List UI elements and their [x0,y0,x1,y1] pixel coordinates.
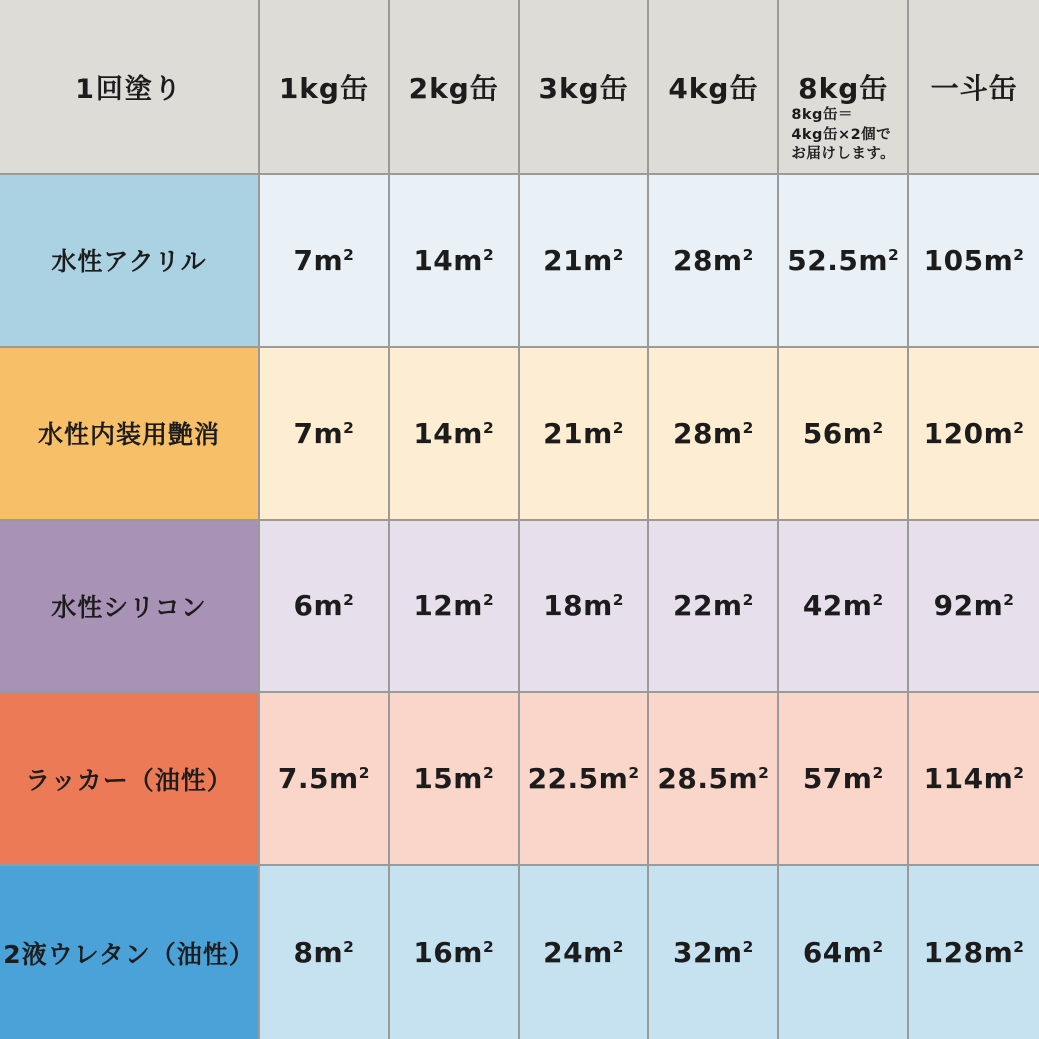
header-col-6kg-text: 一斗缶 [930,71,1018,105]
coverage-value-text: $7.5m^2$ [277,762,370,796]
coverage-value [909,348,1039,521]
coverage-value [649,348,779,521]
header-col-4kg [649,0,779,175]
square-meter-superscript: 2 [1013,938,1025,957]
square-meter-superscript: 2 [1013,245,1025,264]
square-meter-superscript: 2 [628,764,640,783]
square-meter-superscript: 2 [482,245,495,264]
coverage-value [649,175,779,348]
row-label-text: 水性アクリル [51,247,207,277]
coverage-value [649,521,779,694]
square-meter-superscript: 2 [343,245,355,264]
coverage-value [909,866,1039,1039]
header-first-coat-text: 1回塗り [75,74,183,105]
coverage-value-text: $42m^2$ [802,589,884,623]
coverage-value [779,866,909,1039]
row-label [0,521,260,694]
square-meter-superscript: 2 [612,938,624,957]
coverage-value [520,693,650,866]
row-label [0,866,260,1039]
square-meter-superscript: 2 [343,591,355,610]
coverage-value [260,866,390,1039]
square-meter-superscript: 2 [343,418,355,437]
coverage-value [390,521,520,694]
coverage-value [779,348,909,521]
coverage-value-text: $14m^2$ [413,416,495,450]
row-label-text: 2液ウレタン（油性） [3,939,255,969]
header-8kg-note-line: 8kg缶＝ [791,107,853,124]
coverage-value-text: $28.5m^2$ [657,762,770,796]
coverage-value-text: $64m^2$ [802,936,884,970]
header-col-6kg [909,0,1039,175]
coverage-value [520,521,650,694]
header-col-3kg-text: 3kg缶 [538,71,629,105]
coverage-value [779,521,909,694]
header-col-3kg [520,0,650,175]
coverage-value-text: $15m^2$ [413,762,495,796]
coverage-value-text: $22m^2$ [672,589,754,623]
square-meter-superscript: 2 [482,418,495,437]
square-meter-superscript: 2 [1003,591,1015,610]
square-meter-superscript: 2 [742,938,754,957]
square-meter-superscript: 2 [888,245,900,264]
header-first-coat [0,0,260,175]
coverage-value [390,348,520,521]
square-meter-superscript: 2 [1013,418,1025,437]
coverage-value [909,693,1039,866]
square-meter-superscript: 2 [612,418,624,437]
coverage-value-text: $105m^2$ [923,243,1025,277]
square-meter-superscript: 2 [482,764,495,783]
coverage-value-text: $21m^2$ [543,243,624,277]
coverage-value [649,693,779,866]
square-meter-superscript: 2 [482,591,495,610]
coverage-value-text: $92m^2$ [933,589,1015,623]
square-meter-superscript: 2 [358,764,370,783]
square-meter-superscript: 2 [872,764,884,783]
square-meter-superscript: 2 [612,591,624,610]
coverage-value [390,866,520,1039]
coverage-value-text: $12m^2$ [413,589,495,623]
square-meter-superscript: 2 [742,245,754,264]
header-col-1kg-text: 1kg缶 [278,71,369,105]
square-meter-superscript: 2 [872,418,884,437]
coverage-value-text: $32m^2$ [672,936,754,970]
coverage-value [260,348,390,521]
coverage-value-text: $6m^2$ [293,589,355,623]
header-8kg-note-line: 4kg缶×2個で [791,126,892,143]
coverage-value-text: $28m^2$ [672,243,754,277]
square-meter-superscript: 2 [612,245,624,264]
coverage-value [520,348,650,521]
row-label [0,348,260,521]
coverage-value-text: $24m^2$ [543,936,624,970]
coverage-value [260,521,390,694]
coverage-value-text: $28m^2$ [672,416,754,450]
square-meter-superscript: 2 [343,938,355,957]
coverage-value-text: $128m^2$ [923,936,1025,970]
coverage-value-text: $22.5m^2$ [527,762,640,796]
coverage-value [779,693,909,866]
coverage-value-text: $18m^2$ [543,589,624,623]
header-col-5kg [779,0,909,175]
coverage-value-text: $14m^2$ [413,243,495,277]
square-meter-superscript: 2 [872,938,884,957]
coverage-value [520,175,650,348]
coverage-value [649,866,779,1039]
square-meter-superscript: 2 [872,591,884,610]
coverage-value [909,521,1039,694]
coverage-value [520,866,650,1039]
coverage-value [909,175,1039,348]
header-col-2kg-text: 2kg缶 [408,71,499,105]
square-meter-superscript: 2 [742,591,754,610]
header-col-4kg-text: 4kg缶 [668,71,759,105]
coverage-value-text: $52.5m^2$ [787,243,900,277]
header-8kg-note-line: お届けします。 [791,146,896,163]
header-col-1kg [260,0,390,175]
row-label-text: ラッカー（油性） [25,765,233,795]
coverage-value-text: $56m^2$ [802,416,884,450]
coverage-value-text: $8m^2$ [293,936,355,970]
square-meter-superscript: 2 [742,418,754,437]
coverage-value-text: $114m^2$ [923,762,1025,796]
row-label-text: 水性シリコン [51,592,207,622]
coverage-value [260,175,390,348]
coverage-value-text: $21m^2$ [543,416,624,450]
coverage-value [390,693,520,866]
header-col-2kg [390,0,520,175]
coverage-value-text: $16m^2$ [413,936,495,970]
coverage-value-text: $120m^2$ [923,416,1025,450]
coverage-value-text: $7m^2$ [293,243,355,277]
row-label [0,693,260,866]
header-8kg-note [791,106,895,165]
coverage-value [390,175,520,348]
row-label [0,175,260,348]
square-meter-superscript: 2 [758,764,770,783]
header-col-5kg-text: 8kg缶 [798,71,889,105]
square-meter-superscript: 2 [1013,764,1025,783]
coverage-value-text: $57m^2$ [802,762,884,796]
coverage-value-text: $7m^2$ [293,416,355,450]
square-meter-superscript: 2 [482,938,495,957]
coverage-value [779,175,909,348]
row-label-text: 水性内装用艶消 [37,420,220,450]
coverage-value [260,693,390,866]
